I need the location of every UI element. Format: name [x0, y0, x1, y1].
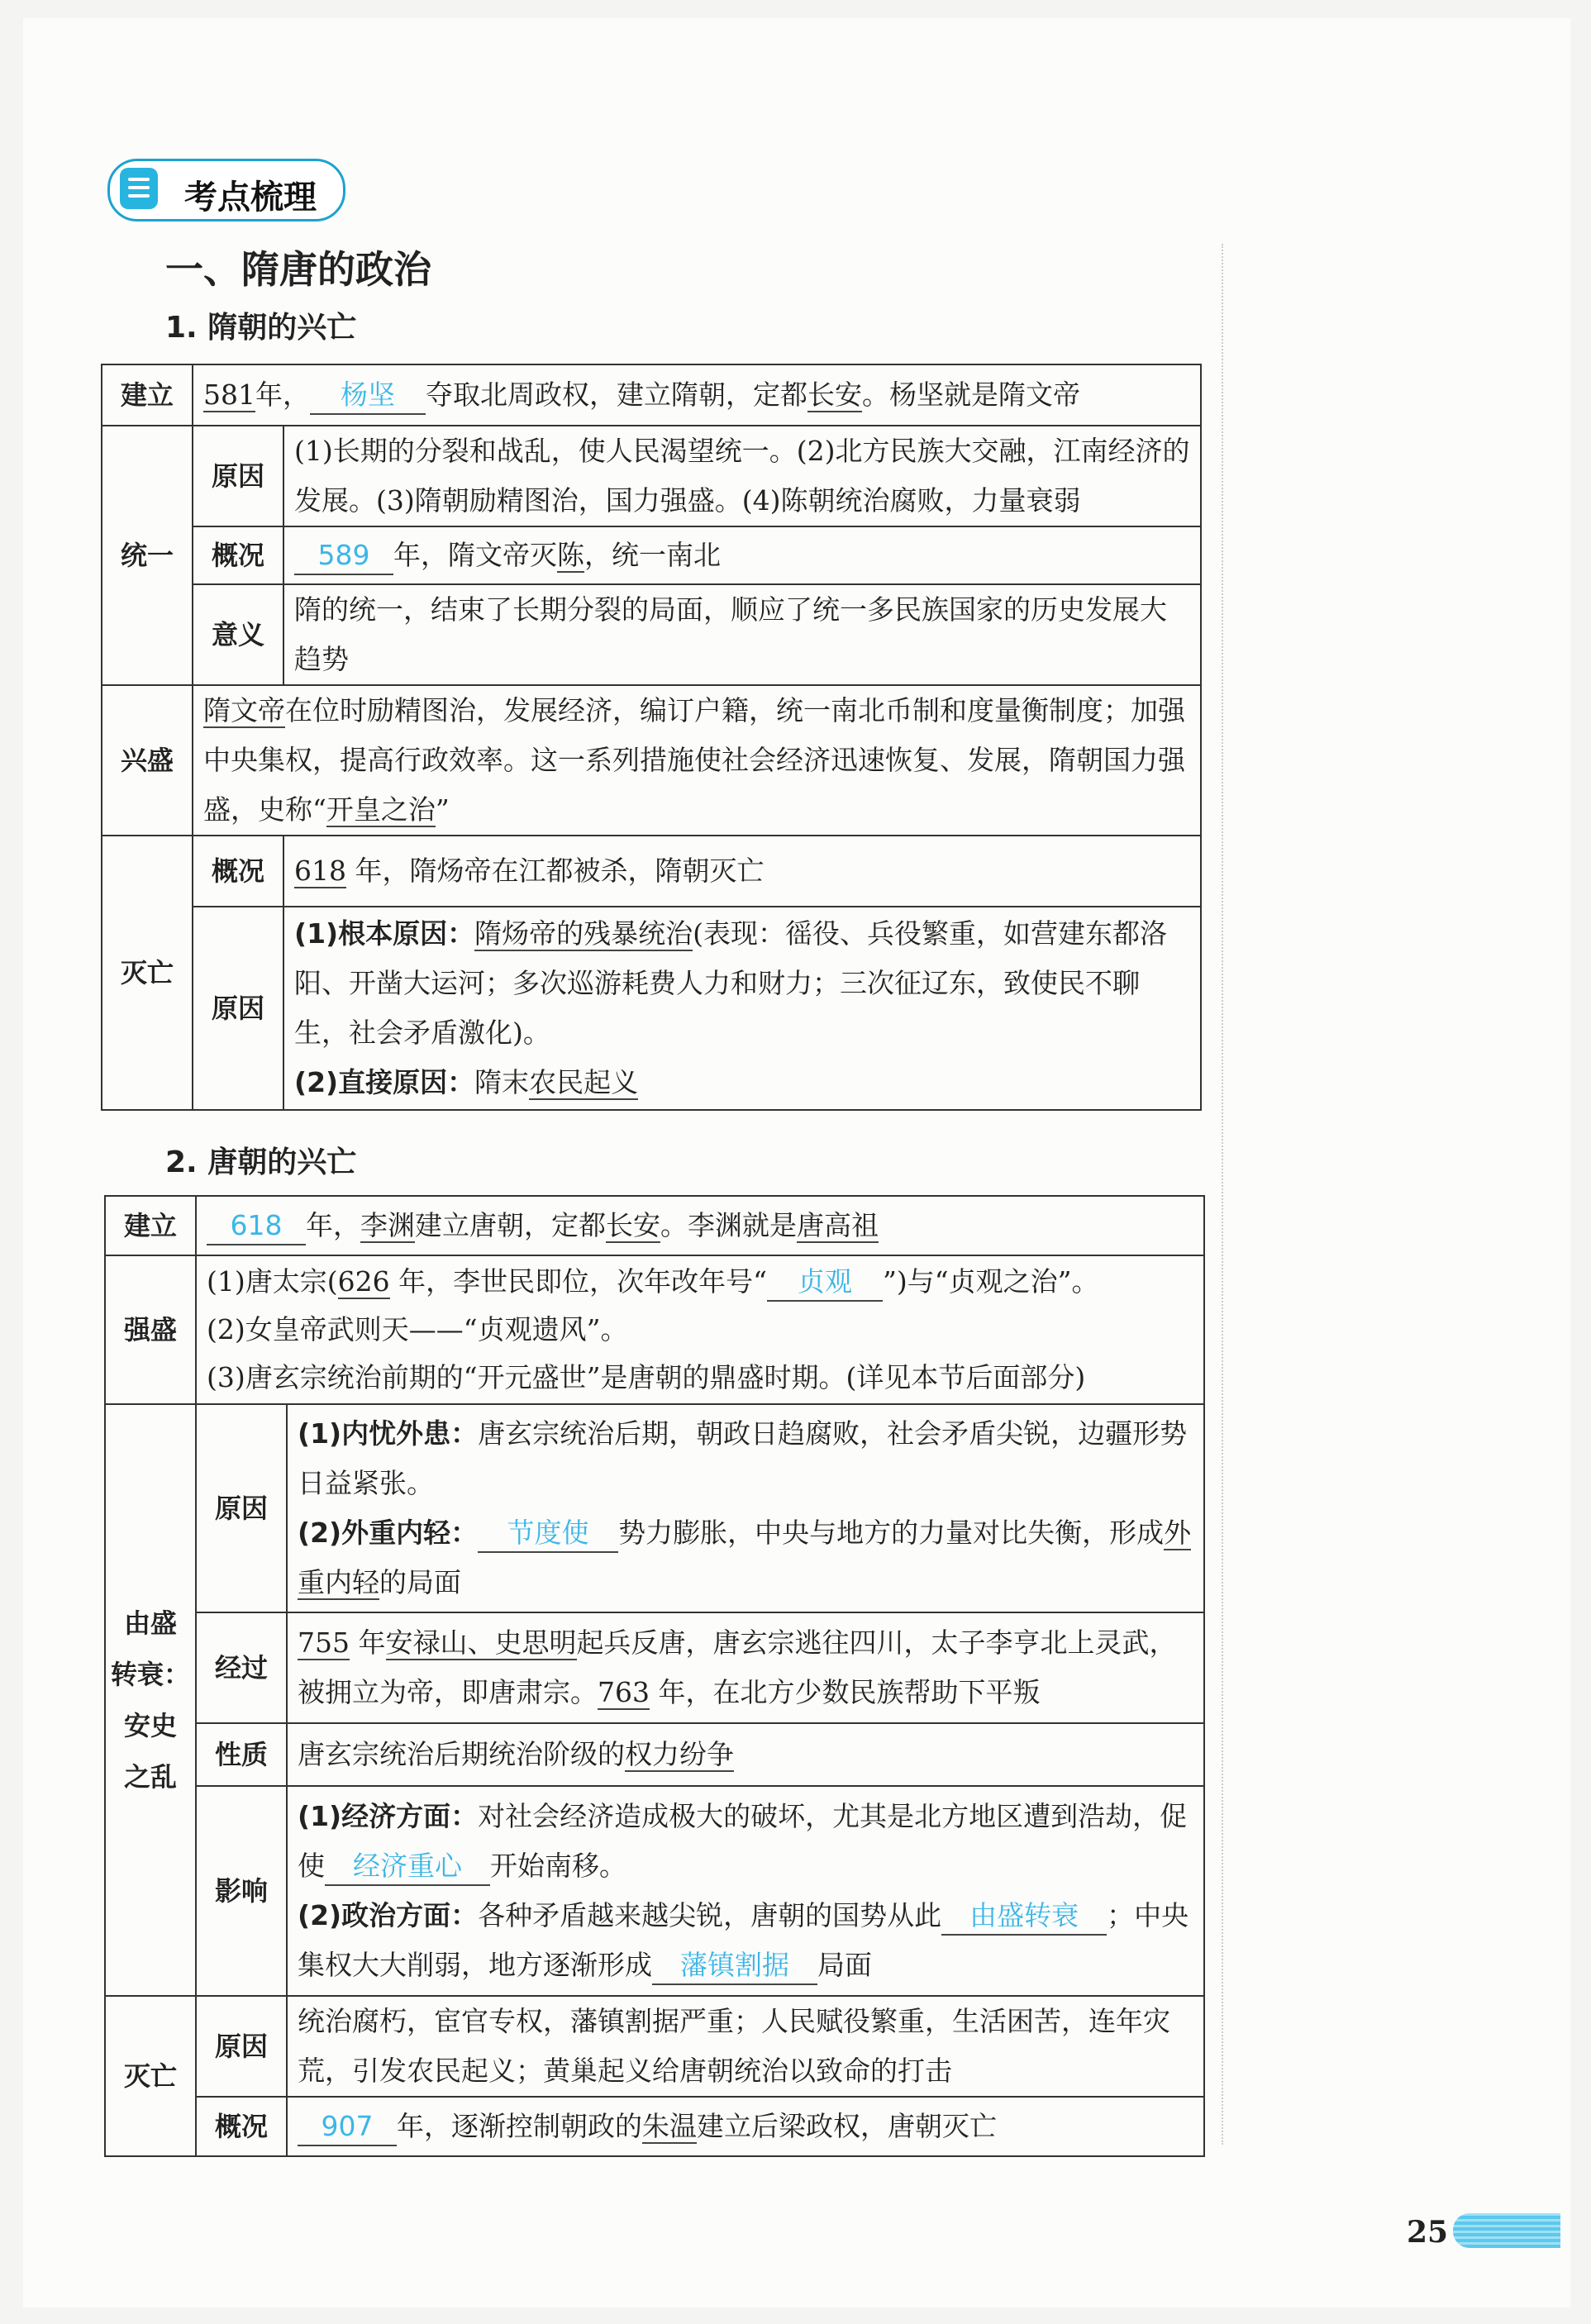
- row-label: 建立: [105, 1196, 196, 1255]
- sui-table: [101, 364, 1202, 1111]
- sub-label: 性质: [196, 1723, 287, 1786]
- table-row: [105, 1404, 1204, 1612]
- subsection-title-tang: 2. 唐朝的兴亡: [165, 1145, 357, 1179]
- sub-label: 意义: [193, 584, 283, 685]
- section-badge: [107, 159, 345, 221]
- answer-blank: 经济重心: [325, 1848, 490, 1886]
- row-content: (1)长期的分裂和战乱，使人民渴望统一。(2)北方民族大交融，江南经济的发展。(3)隋朝励精图治，国力强盛。(4)陈朝统治腐败，力量衰弱: [283, 426, 1201, 526]
- table-row: [102, 907, 1201, 1110]
- notebook-icon: [120, 168, 158, 209]
- sub-label: 经过: [196, 1612, 287, 1723]
- answer-blank: 589: [294, 537, 393, 575]
- row-content: 618 年，隋炀帝在江都被杀，隋朝灭亡: [283, 836, 1201, 907]
- row-content: 统治腐朽，宦官专权，藩镇割据严重；人民赋役繁重，生活困苦，连年灾荒，引发农民起义；黄巢起义给唐朝统治以致命的打击: [287, 1996, 1204, 2097]
- row-label: 统一: [102, 426, 193, 685]
- row-label: 由盛 转衰： 安史 之乱: [105, 1404, 196, 1996]
- sub-label: 原因: [196, 1404, 287, 1612]
- table-row: [102, 836, 1201, 907]
- row-content: (1)根本原因：隋炀帝的残暴统治(表现：徭役、兵役繁重，如营建东都洛阳、开凿大运河；多次巡游耗费人力和财力；三次征辽东，致使民不聊生，社会矛盾激化)。 (2)直接原因：隋末农民起义: [283, 907, 1201, 1110]
- sub-label: 原因: [193, 426, 283, 526]
- row-content: 唐玄宗统治后期统治阶级的权力纷争: [287, 1723, 1204, 1786]
- row-content: 隋的统一，结束了长期分裂的局面，顺应了统一多民族国家的历史发展大趋势: [283, 584, 1201, 685]
- row-label: 灭亡: [105, 1996, 196, 2156]
- margin-divider: [1222, 244, 1223, 2145]
- answer-blank: 节度使: [478, 1515, 618, 1553]
- sub-label: 原因: [196, 1996, 287, 2097]
- row-content: 907 年，逐渐控制朝政的朱温建立后梁政权，唐朝灭亡: [287, 2097, 1204, 2156]
- section-title: 一、隋唐的政治: [165, 247, 431, 292]
- row-content: 618 年，李渊建立唐朝，定都长安。李渊就是唐高祖: [196, 1196, 1204, 1255]
- row-label: 兴盛: [102, 685, 193, 836]
- row-label: 建立: [102, 364, 193, 426]
- tang-table: [104, 1195, 1205, 2157]
- row-content: (1)内忧外患：唐玄宗统治后期，朝政日趋腐败，社会矛盾尖锐，边疆形势日益紧张。 (2)外重内轻： 节度使 势力膨胀，中央与地方的力量对比失衡，形成外重内轻的局面: [287, 1404, 1204, 1612]
- table-row: [105, 1255, 1204, 1404]
- table-row: [105, 1996, 1204, 2097]
- table-row: [105, 1723, 1204, 1786]
- table-row: [102, 364, 1201, 426]
- table-row: [102, 584, 1201, 685]
- row-content: 589 年，隋文帝灭陈，统一南北: [283, 526, 1201, 584]
- table-row: [105, 1196, 1204, 1255]
- row-label: 灭亡: [102, 836, 193, 1110]
- row-content: (1)经济方面：对社会经济造成极大的破坏，尤其是北方地区遭到浩劫，促使 经济重心 开始南移。 (2)政治方面：各种矛盾越来越尖锐，唐朝的国势从此 由盛转衰 ；中央集权大大削弱，地方逐渐形成 藩镇割据 局面: [287, 1786, 1204, 1996]
- sub-label: 概况: [193, 526, 283, 584]
- answer-blank: 贞观: [767, 1264, 883, 1302]
- table-row: [105, 1612, 1204, 1723]
- sub-label: 概况: [196, 2097, 287, 2156]
- answer-blank: 由盛转衰: [941, 1898, 1107, 1936]
- row-content: 755 年安禄山、史思明起兵反唐，唐玄宗逃往四川，太子李亨北上灵武，被拥立为帝，即唐肃宗。763 年，在北方少数民族帮助下平叛: [287, 1612, 1204, 1723]
- answer-blank: 杨坚: [310, 377, 426, 415]
- sub-label: 概况: [193, 836, 283, 907]
- answer-blank: 藩镇割据: [652, 1947, 817, 1985]
- sub-label: 原因: [193, 907, 283, 1110]
- table-row: [102, 426, 1201, 526]
- answer-blank: 618: [207, 1207, 306, 1245]
- table-row: [105, 2097, 1204, 2156]
- badge-label: 考点梳理: [184, 179, 317, 217]
- page-number: 25: [1407, 2215, 1449, 2250]
- table-row: [102, 685, 1201, 836]
- row-content: 581年， 杨坚 夺取北周政权，建立隋朝，定都长安。杨坚就是隋文帝: [193, 364, 1201, 426]
- subsection-title-sui: 1. 隋朝的兴亡: [165, 311, 357, 345]
- row-content: 隋文帝在位时励精图治，发展经济，编订户籍，统一南北币制和度量衡制度；加强中央集权，提高行政效率。这一系列措施使社会经济迅速恢复、发展，隋朝国力强盛，史称“开皇之治”: [193, 685, 1201, 836]
- row-label: 强盛: [105, 1255, 196, 1404]
- sub-label: 影响: [196, 1786, 287, 1996]
- answer-blank: 907: [298, 2108, 397, 2146]
- table-row: [105, 1786, 1204, 1996]
- row-content: (1)唐太宗(626 年，李世民即位，次年改年号“ 贞观 ”)与“贞观之治”。 (2)女皇帝武则天——“贞观遗风”。 (3)唐玄宗统治前期的“开元盛世”是唐朝的鼎盛时期。(详见本节后面部分): [196, 1255, 1204, 1404]
- page-tab-decoration: [1453, 2213, 1560, 2248]
- table-row: [102, 526, 1201, 584]
